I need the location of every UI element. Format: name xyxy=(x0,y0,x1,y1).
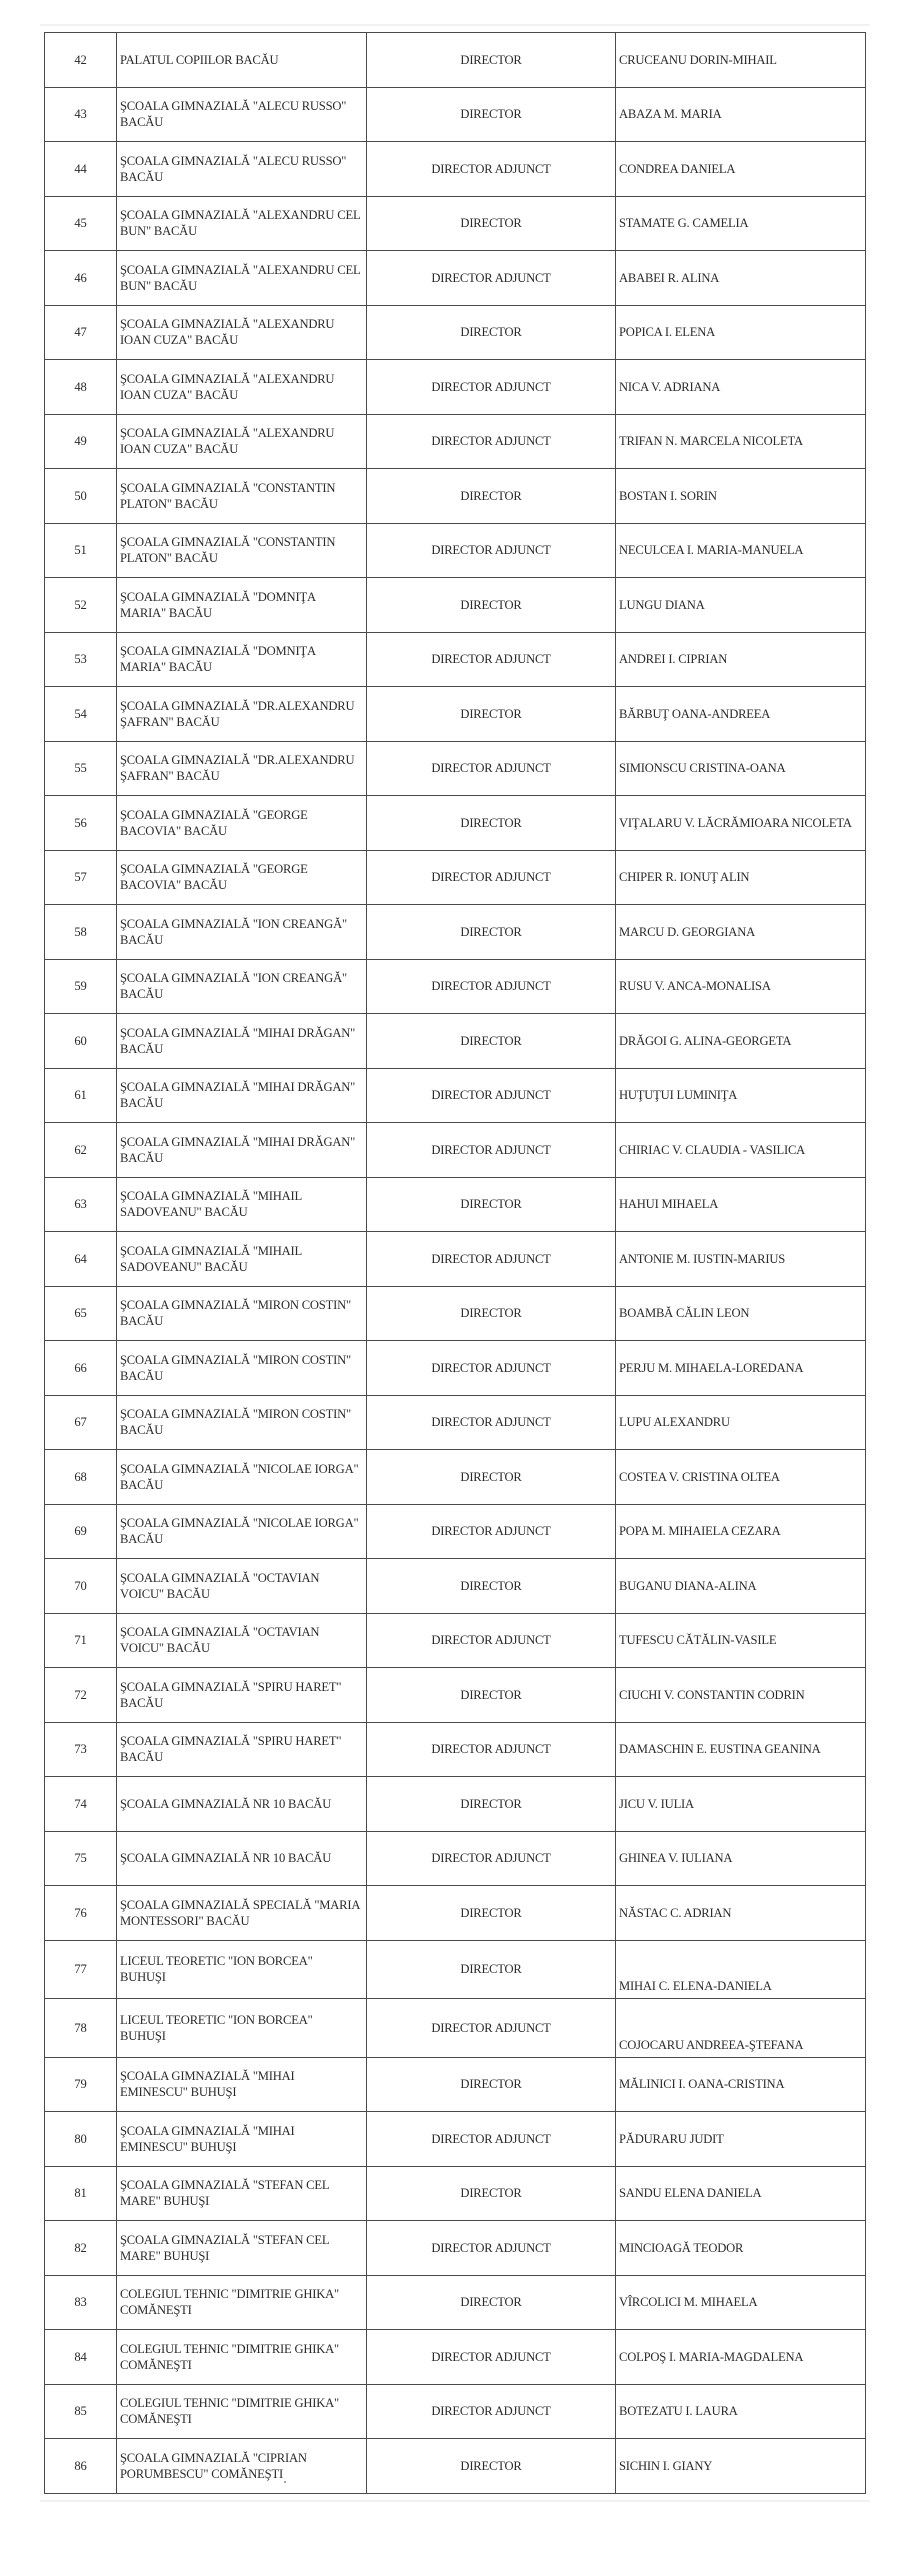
school-unit-text: ŞCOALA GIMNAZIALĂ "ION CREANGĂ" BACĂU xyxy=(120,971,347,1002)
school-unit-text: ŞCOALA GIMNAZIALĂ "ALECU RUSSO" BACĂU xyxy=(120,153,347,184)
row-number: 51 xyxy=(45,523,117,578)
person-name: POPICA I. ELENA xyxy=(616,305,866,360)
school-unit xyxy=(117,1722,367,1777)
school-unit-text: ŞCOALA GIMNAZIALĂ "GEORGE BACOVIA" BACĂU xyxy=(120,862,308,893)
school-unit-text: ŞCOALA GIMNAZIALĂ "DR.ALEXANDRU ŞAFRAN" BACĂU xyxy=(120,753,355,784)
position-function: DIRECTOR xyxy=(367,87,616,142)
table-row xyxy=(45,796,866,851)
scan-edge-top xyxy=(40,24,870,26)
school-unit xyxy=(117,360,367,415)
school-unit-text: ŞCOALA GIMNAZIALĂ "MIRON COSTIN" BACĂU xyxy=(120,1407,351,1438)
person-name: ABABEI R. ALINA xyxy=(616,251,866,306)
school-unit-text: ŞCOALA GIMNAZIALĂ "MIHAI DRĂGAN" BACĂU xyxy=(120,1080,356,1111)
school-unit-text: ŞCOALA GIMNAZIALĂ "MIRON COSTIN" BACĂU xyxy=(120,1352,351,1383)
person-name: GHINEA V. IULIANA xyxy=(616,1831,866,1886)
table-row xyxy=(45,523,866,578)
person-name: VÎRCOLICI M. MIHAELA xyxy=(616,2275,866,2330)
school-unit-text: ŞCOALA GIMNAZIALĂ "ALEXANDRU IOAN CUZA" BACĂU xyxy=(120,317,335,348)
school-unit xyxy=(117,87,367,142)
scan-artifact-dot xyxy=(284,2481,286,2483)
person-name: ANDREI I. CIPRIAN xyxy=(616,632,866,687)
school-unit xyxy=(117,2275,367,2330)
school-unit-text: ŞCOALA GIMNAZIALĂ "NICOLAE IORGA" BACĂU xyxy=(120,1516,359,1547)
school-unit xyxy=(117,2112,367,2167)
school-unit xyxy=(117,2221,367,2276)
school-unit-text: ŞCOALA GIMNAZIALĂ "ALECU RUSSO" BACĂU xyxy=(120,99,347,130)
school-unit-text: ŞCOALA GIMNAZIALĂ "MIHAI EMINESCU" BUHUŞI xyxy=(120,2069,295,2100)
person-name: TUFESCU CĂTĂLIN-VASILE xyxy=(616,1613,866,1668)
position-function: DIRECTOR ADJUNCT xyxy=(367,142,616,197)
position-function: DIRECTOR ADJUNCT xyxy=(367,1341,616,1396)
table-body xyxy=(45,33,866,2494)
school-unit xyxy=(117,2166,367,2221)
person-name: CHIRIAC V. CLAUDIA - VASILICA xyxy=(616,1123,866,1178)
table-row xyxy=(45,1232,866,1287)
school-unit-text: ŞCOALA GIMNAZIALĂ "MIHAIL SADOVEANU" BACĂU xyxy=(120,1189,302,1220)
row-number: 56 xyxy=(45,796,117,851)
table-row xyxy=(45,1395,866,1450)
row-number: 63 xyxy=(45,1177,117,1232)
row-number: 44 xyxy=(45,142,117,197)
position-function: DIRECTOR ADJUNCT xyxy=(367,414,616,469)
table-row xyxy=(45,1450,866,1505)
school-unit xyxy=(117,632,367,687)
school-unit-text: ŞCOALA GIMNAZIALĂ SPECIALĂ "MARIA MONTESSORI" BACĂU xyxy=(120,1897,360,1928)
table-row xyxy=(45,1613,866,1668)
person-name: HAHUI MIHAELA xyxy=(616,1177,866,1232)
school-unit xyxy=(117,2384,367,2439)
table-row xyxy=(45,2330,866,2385)
person-name: MIHAI C. ELENA-DANIELA xyxy=(616,1940,866,1999)
person-name: COSTEA V. CRISTINA OLTEA xyxy=(616,1450,866,1505)
school-unit xyxy=(117,1831,367,1886)
school-unit-text: ŞCOALA GIMNAZIALĂ "CONSTANTIN PLATON" BACĂU xyxy=(120,535,336,566)
row-number: 43 xyxy=(45,87,117,142)
school-unit xyxy=(117,959,367,1014)
school-unit xyxy=(117,33,367,88)
position-function: DIRECTOR xyxy=(367,2439,616,2494)
row-number: 74 xyxy=(45,1777,117,1832)
person-name: SICHIN I. GIANY xyxy=(616,2439,866,2494)
school-unit-text: ŞCOALA GIMNAZIALĂ "OCTAVIAN VOICU" BACĂU xyxy=(120,1625,320,1656)
position-function: DIRECTOR xyxy=(367,2275,616,2330)
row-number: 45 xyxy=(45,196,117,251)
position-function: DIRECTOR ADJUNCT xyxy=(367,1613,616,1668)
person-name: DRĂGOI G. ALINA-GEORGETA xyxy=(616,1014,866,1069)
school-unit xyxy=(117,1777,367,1832)
person-name: DAMASCHIN E. EUSTINA GEANINA xyxy=(616,1722,866,1777)
table-row xyxy=(45,687,866,742)
table-row xyxy=(45,196,866,251)
person-name: RUSU V. ANCA-MONALISA xyxy=(616,959,866,1014)
school-unit xyxy=(117,850,367,905)
school-unit xyxy=(117,578,367,633)
school-unit-text: ŞCOALA GIMNAZIALĂ "ALEXANDRU IOAN CUZA" BACĂU xyxy=(120,371,335,402)
school-unit xyxy=(117,1395,367,1450)
school-unit xyxy=(117,469,367,524)
position-function: DIRECTOR xyxy=(367,1450,616,1505)
school-unit-text: ŞCOALA GIMNAZIALĂ "ALEXANDRU IOAN CUZA" BACĂU xyxy=(120,426,335,457)
school-unit xyxy=(117,1232,367,1287)
table-row xyxy=(45,142,866,197)
school-unit xyxy=(117,1886,367,1941)
position-function: DIRECTOR ADJUNCT xyxy=(367,741,616,796)
school-unit-text: ŞCOALA GIMNAZIALĂ "SPIRU HARET" BACĂU xyxy=(120,1679,342,1710)
school-unit-text: ŞCOALA GIMNAZIALĂ "DR.ALEXANDRU ŞAFRAN" BACĂU xyxy=(120,698,355,729)
person-name: STAMATE G. CAMELIA xyxy=(616,196,866,251)
school-unit-text: ŞCOALA GIMNAZIALĂ "STEFAN CEL MARE" BUHUŞI xyxy=(120,2178,329,2209)
school-unit-text: ŞCOALA GIMNAZIALĂ "MIHAIL SADOVEANU" BACĂU xyxy=(120,1243,302,1274)
person-name: NICA V. ADRIANA xyxy=(616,360,866,415)
person-name: ANTONIE M. IUSTIN-MARIUS xyxy=(616,1232,866,1287)
position-function: DIRECTOR ADJUNCT xyxy=(367,1831,616,1886)
person-name: HUŢUŢUI LUMINIŢA xyxy=(616,1068,866,1123)
position-function: DIRECTOR xyxy=(367,1559,616,1614)
person-name: MINCIOAGĂ TEODOR xyxy=(616,2221,866,2276)
school-unit xyxy=(117,1450,367,1505)
school-unit-text: ŞCOALA GIMNAZIALĂ "OCTAVIAN VOICU" BACĂU xyxy=(120,1570,320,1601)
school-unit-text: ŞCOALA GIMNAZIALĂ "CONSTANTIN PLATON" BACĂU xyxy=(120,480,336,511)
row-number: 72 xyxy=(45,1668,117,1723)
position-function: DIRECTOR ADJUNCT xyxy=(367,1232,616,1287)
school-unit xyxy=(117,1999,367,2058)
person-name: BOAMBĂ CĂLIN LEON xyxy=(616,1286,866,1341)
row-number: 52 xyxy=(45,578,117,633)
person-name: NECULCEA I. MARIA-MANUELA xyxy=(616,523,866,578)
person-name: BUGANU DIANA-ALINA xyxy=(616,1559,866,1614)
table-row xyxy=(45,905,866,960)
table-row xyxy=(45,2166,866,2221)
position-function: DIRECTOR ADJUNCT xyxy=(367,2330,616,2385)
person-name: COLPOŞ I. MARIA-MAGDALENA xyxy=(616,2330,866,2385)
table-row xyxy=(45,1504,866,1559)
table-row xyxy=(45,2221,866,2276)
school-unit xyxy=(117,2330,367,2385)
person-name: COJOCARU ANDREEA-ŞTEFANA xyxy=(616,1999,866,2058)
school-unit-text: ŞCOALA GIMNAZIALĂ "MIHAI DRĂGAN" BACĂU xyxy=(120,1134,356,1165)
position-function: DIRECTOR xyxy=(367,1177,616,1232)
person-name: CRUCEANU DORIN-MIHAIL xyxy=(616,33,866,88)
person-name: LUNGU DIANA xyxy=(616,578,866,633)
table-row xyxy=(45,2275,866,2330)
school-unit-text: ŞCOALA GIMNAZIALĂ "ALEXANDRU CEL BUN" BACĂU xyxy=(120,208,360,239)
position-function: DIRECTOR xyxy=(367,1014,616,1069)
school-unit-text: ŞCOALA GIMNAZIALĂ "MIRON COSTIN" BACĂU xyxy=(120,1298,351,1329)
person-name: LUPU ALEXANDRU xyxy=(616,1395,866,1450)
school-unit-text: ŞCOALA GIMNAZIALĂ "DOMNIŢA MARIA" BACĂU xyxy=(120,644,316,675)
table-row xyxy=(45,1831,866,1886)
school-unit xyxy=(117,1123,367,1178)
school-unit xyxy=(117,414,367,469)
table-row xyxy=(45,414,866,469)
row-number: 73 xyxy=(45,1722,117,1777)
school-unit-text: ŞCOALA GIMNAZIALĂ NR 10 BACĂU xyxy=(120,1851,332,1866)
person-name: NĂSTAC C. ADRIAN xyxy=(616,1886,866,1941)
table-row xyxy=(45,360,866,415)
table-row xyxy=(45,1177,866,1232)
school-unit-text: ŞCOALA GIMNAZIALĂ "MIHAI DRĂGAN" BACĂU xyxy=(120,1025,356,1056)
school-unit-text: ŞCOALA GIMNAZIALĂ "ION CREANGĂ" BACĂU xyxy=(120,916,347,947)
school-unit-text: ŞCOALA GIMNAZIALĂ "NICOLAE IORGA" BACĂU xyxy=(120,1461,359,1492)
position-function: DIRECTOR ADJUNCT xyxy=(367,632,616,687)
school-unit xyxy=(117,1559,367,1614)
scan-edge-bottom xyxy=(40,2500,870,2502)
school-unit-text: PALATUL COPIILOR BACĂU xyxy=(120,52,279,67)
position-function: DIRECTOR ADJUNCT xyxy=(367,959,616,1014)
table-row xyxy=(45,305,866,360)
position-function: DIRECTOR ADJUNCT xyxy=(367,2112,616,2167)
person-name: PERJU M. MIHAELA-LOREDANA xyxy=(616,1341,866,1396)
position-function: DIRECTOR ADJUNCT xyxy=(367,2221,616,2276)
row-number: 69 xyxy=(45,1504,117,1559)
position-function: DIRECTOR xyxy=(367,796,616,851)
school-unit xyxy=(117,523,367,578)
table-row xyxy=(45,1886,866,1941)
row-number: 67 xyxy=(45,1395,117,1450)
school-unit xyxy=(117,741,367,796)
row-number: 50 xyxy=(45,469,117,524)
person-name: CONDREA DANIELA xyxy=(616,142,866,197)
row-number: 70 xyxy=(45,1559,117,1614)
school-unit xyxy=(117,1940,367,1999)
row-number: 83 xyxy=(45,2275,117,2330)
table-row xyxy=(45,1341,866,1396)
row-number: 79 xyxy=(45,2057,117,2112)
school-unit-text: COLEGIUL TEHNIC "DIMITRIE GHIKA" COMĂNEŞTI xyxy=(120,2396,339,2427)
position-function: DIRECTOR ADJUNCT xyxy=(367,1722,616,1777)
table-row xyxy=(45,2057,866,2112)
row-number: 66 xyxy=(45,1341,117,1396)
school-unit-text: COLEGIUL TEHNIC "DIMITRIE GHIKA" COMĂNEŞTI xyxy=(120,2287,339,2318)
table-row xyxy=(45,87,866,142)
school-unit xyxy=(117,1613,367,1668)
school-unit-text: ŞCOALA GIMNAZIALĂ "GEORGE BACOVIA" BACĂU xyxy=(120,807,308,838)
person-name: SANDU ELENA DANIELA xyxy=(616,2166,866,2221)
school-unit-text: ŞCOALA GIMNAZIALĂ "CIPRIAN PORUMBESCU" COMĂNEŞTI xyxy=(120,2450,307,2481)
school-unit-text: ŞCOALA GIMNAZIALĂ "STEFAN CEL MARE" BUHUŞI xyxy=(120,2232,329,2263)
directors-table xyxy=(44,32,866,2494)
school-unit xyxy=(117,2439,367,2494)
table-row xyxy=(45,1559,866,1614)
row-number: 84 xyxy=(45,2330,117,2385)
row-number: 77 xyxy=(45,1940,117,1999)
person-name: MĂLINICI I. OANA-CRISTINA xyxy=(616,2057,866,2112)
row-number: 82 xyxy=(45,2221,117,2276)
school-unit xyxy=(117,1341,367,1396)
person-name: JICU V. IULIA xyxy=(616,1777,866,1832)
row-number: 59 xyxy=(45,959,117,1014)
position-function: DIRECTOR xyxy=(367,905,616,960)
table-row xyxy=(45,1940,866,1999)
position-function: DIRECTOR xyxy=(367,196,616,251)
person-name: MARCU D. GEORGIANA xyxy=(616,905,866,960)
person-name: POPA M. MIHAIELA CEZARA xyxy=(616,1504,866,1559)
table-row xyxy=(45,251,866,306)
school-unit xyxy=(117,2057,367,2112)
row-number: 65 xyxy=(45,1286,117,1341)
table-row xyxy=(45,1014,866,1069)
row-number: 62 xyxy=(45,1123,117,1178)
school-unit xyxy=(117,1668,367,1723)
school-unit xyxy=(117,1504,367,1559)
table-row xyxy=(45,850,866,905)
school-unit-text: ŞCOALA GIMNAZIALĂ "ALEXANDRU CEL BUN" BACĂU xyxy=(120,262,360,293)
person-name: BOSTAN I. SORIN xyxy=(616,469,866,524)
row-number: 48 xyxy=(45,360,117,415)
position-function: DIRECTOR xyxy=(367,1940,616,1999)
table-row xyxy=(45,578,866,633)
person-name: PĂDURARU JUDIT xyxy=(616,2112,866,2167)
position-function: DIRECTOR ADJUNCT xyxy=(367,1068,616,1123)
row-number: 80 xyxy=(45,2112,117,2167)
position-function: DIRECTOR xyxy=(367,2057,616,2112)
position-function: DIRECTOR xyxy=(367,578,616,633)
row-number: 57 xyxy=(45,850,117,905)
person-name: VIŢALARU V. LĂCRĂMIOARA NICOLETA xyxy=(616,796,866,851)
school-unit-text: ŞCOALA GIMNAZIALĂ "DOMNIŢA MARIA" BACĂU xyxy=(120,589,316,620)
row-number: 46 xyxy=(45,251,117,306)
table-row xyxy=(45,2439,866,2494)
position-function: DIRECTOR ADJUNCT xyxy=(367,1999,616,2058)
person-name: SIMIONSCU CRISTINA-OANA xyxy=(616,741,866,796)
row-number: 81 xyxy=(45,2166,117,2221)
position-function: DIRECTOR ADJUNCT xyxy=(367,1504,616,1559)
table-row xyxy=(45,1668,866,1723)
position-function: DIRECTOR ADJUNCT xyxy=(367,1123,616,1178)
school-unit xyxy=(117,251,367,306)
school-unit xyxy=(117,305,367,360)
row-number: 64 xyxy=(45,1232,117,1287)
row-number: 71 xyxy=(45,1613,117,1668)
row-number: 55 xyxy=(45,741,117,796)
school-unit xyxy=(117,1286,367,1341)
school-unit-text: LICEUL TEORETIC "ION BORCEA" BUHUŞI xyxy=(120,1954,313,1985)
person-name: CIUCHI V. CONSTANTIN CODRIN xyxy=(616,1668,866,1723)
position-function: DIRECTOR xyxy=(367,305,616,360)
position-function: DIRECTOR xyxy=(367,1886,616,1941)
table-row xyxy=(45,1286,866,1341)
table-row xyxy=(45,1999,866,2058)
school-unit xyxy=(117,687,367,742)
row-number: 49 xyxy=(45,414,117,469)
row-number: 60 xyxy=(45,1014,117,1069)
position-function: DIRECTOR ADJUNCT xyxy=(367,360,616,415)
position-function: DIRECTOR xyxy=(367,469,616,524)
person-name: BOTEZATU I. LAURA xyxy=(616,2384,866,2439)
row-number: 76 xyxy=(45,1886,117,1941)
row-number: 61 xyxy=(45,1068,117,1123)
position-function: DIRECTOR ADJUNCT xyxy=(367,1395,616,1450)
position-function: DIRECTOR xyxy=(367,2166,616,2221)
row-number: 47 xyxy=(45,305,117,360)
school-unit xyxy=(117,905,367,960)
row-number: 53 xyxy=(45,632,117,687)
table-row xyxy=(45,1123,866,1178)
row-number: 78 xyxy=(45,1999,117,2058)
person-name: ABAZA M. MARIA xyxy=(616,87,866,142)
school-unit xyxy=(117,142,367,197)
school-unit-text: ŞCOALA GIMNAZIALĂ "MIHAI EMINESCU" BUHUŞI xyxy=(120,2123,295,2154)
school-unit-text: COLEGIUL TEHNIC "DIMITRIE GHIKA" COMĂNEŞTI xyxy=(120,2341,339,2372)
table-row xyxy=(45,2384,866,2439)
school-unit-text: LICEUL TEORETIC "ION BORCEA" BUHUŞI xyxy=(120,2012,313,2043)
row-number: 54 xyxy=(45,687,117,742)
school-unit xyxy=(117,1014,367,1069)
person-name: BĂRBUŢ OANA-ANDREEA xyxy=(616,687,866,742)
position-function: DIRECTOR xyxy=(367,1668,616,1723)
position-function: DIRECTOR xyxy=(367,687,616,742)
row-number: 85 xyxy=(45,2384,117,2439)
school-unit xyxy=(117,1177,367,1232)
position-function: DIRECTOR ADJUNCT xyxy=(367,850,616,905)
person-name: CHIPER R. IONUŢ ALIN xyxy=(616,850,866,905)
row-number: 86 xyxy=(45,2439,117,2494)
table-row xyxy=(45,469,866,524)
position-function: DIRECTOR ADJUNCT xyxy=(367,523,616,578)
position-function: DIRECTOR xyxy=(367,1777,616,1832)
table-row xyxy=(45,741,866,796)
row-number: 58 xyxy=(45,905,117,960)
school-unit xyxy=(117,796,367,851)
table-row xyxy=(45,1068,866,1123)
table-row xyxy=(45,959,866,1014)
school-unit xyxy=(117,1068,367,1123)
row-number: 68 xyxy=(45,1450,117,1505)
position-function: DIRECTOR xyxy=(367,33,616,88)
school-unit-text: ŞCOALA GIMNAZIALĂ NR 10 BACĂU xyxy=(120,1796,332,1811)
position-function: DIRECTOR ADJUNCT xyxy=(367,251,616,306)
table-row xyxy=(45,33,866,88)
school-unit xyxy=(117,196,367,251)
person-name: TRIFAN N. MARCELA NICOLETA xyxy=(616,414,866,469)
table-row xyxy=(45,1722,866,1777)
row-number: 75 xyxy=(45,1831,117,1886)
row-number: 42 xyxy=(45,33,117,88)
table-row xyxy=(45,632,866,687)
position-function: DIRECTOR ADJUNCT xyxy=(367,2384,616,2439)
school-unit-text: ŞCOALA GIMNAZIALĂ "SPIRU HARET" BACĂU xyxy=(120,1734,342,1765)
table-row xyxy=(45,1777,866,1832)
position-function: DIRECTOR xyxy=(367,1286,616,1341)
table-row xyxy=(45,2112,866,2167)
